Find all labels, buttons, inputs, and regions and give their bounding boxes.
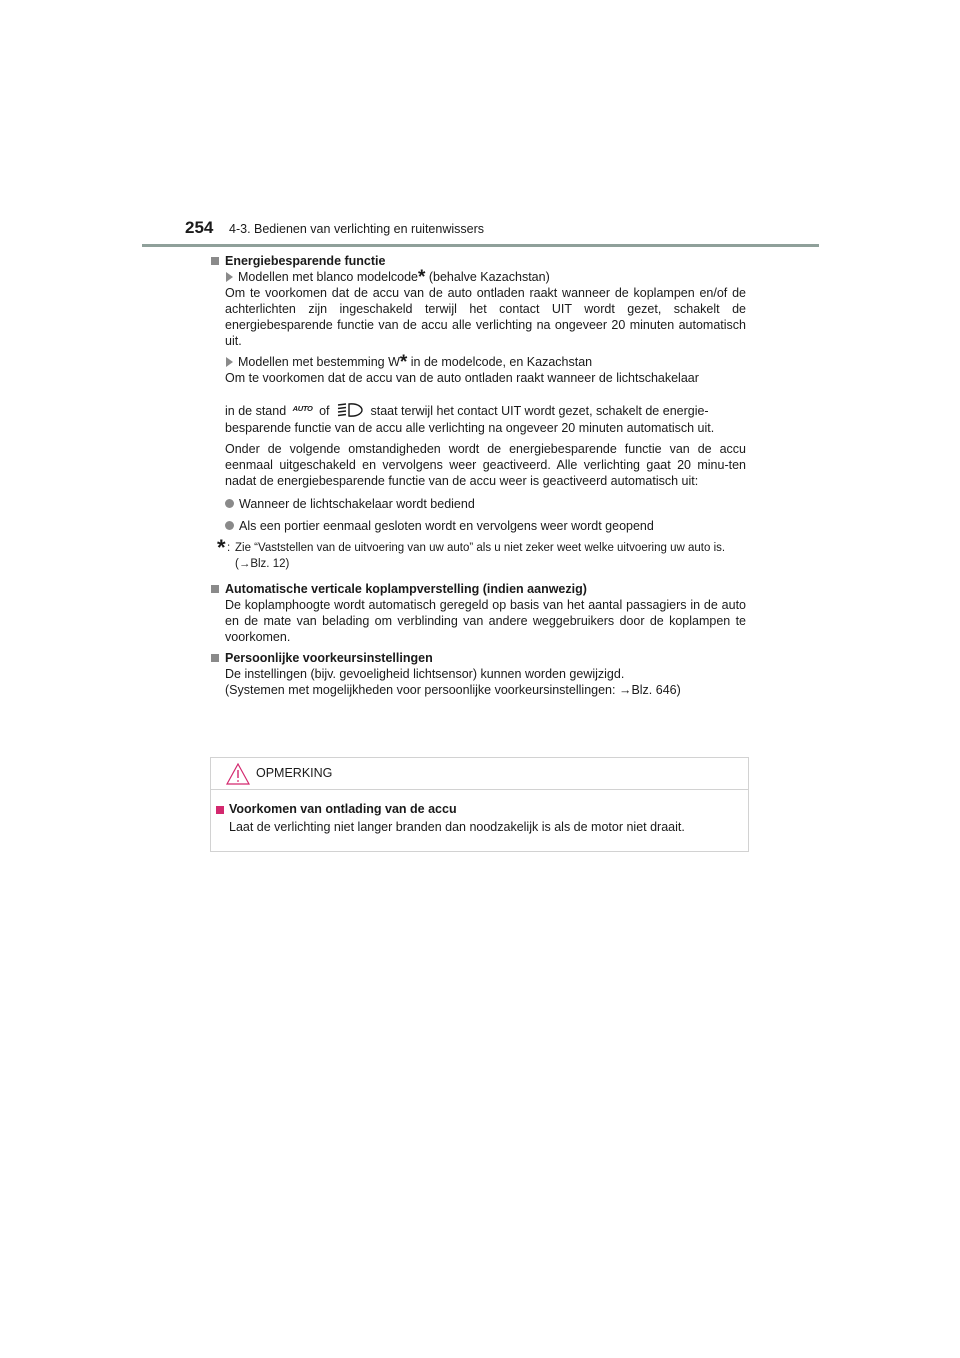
notice-item-title: Voorkomen van ontlading van de accu [229,802,457,816]
variant2-label [211,352,746,373]
circumstances-text: Onder de volgende omstandigheden wordt de energiebesparende functie van de accu eenmaal uitgeschakeld en vervolgens weer geactiveerd. Alle verlichting gaat 20 minu-ten nadat de energiebesparende functie van de accu weer is geactiveerd automatisch uit: [225,442,746,488]
header-rule [142,244,819,247]
text-in-stand: in de stand [225,404,287,418]
auto-symbol-icon: AUTO [292,404,313,413]
bullet-text: Wanneer de lichtschakelaar wordt bediend [239,497,475,511]
text-rest1: staat terwijl het contact UIT wordt gezet, schakelt de energie- [370,404,709,418]
footnote-colon: : [227,542,231,554]
square-bullet-icon [211,257,219,265]
energy-saving-heading [211,253,746,269]
list-item [211,518,746,534]
footnote-star: * [417,267,426,288]
variant2-text-line2 [211,400,746,420]
notice-item-heading [216,802,736,816]
footnote-text: Zie “Vaststellen van de uitvoering van uw auto” als u niet zeker weet welke uitvoering uw auto is. (→Blz. 12) [235,542,726,570]
personal-heading [211,650,746,666]
variant2-label-text: Modellen met bestemming W [238,355,400,369]
variant1-label [211,267,746,288]
page-number: 254 [185,218,214,237]
notice-header [211,758,748,790]
variant1-label-text: Modellen met blanco modelcode [238,270,418,284]
variant2-text-line3: besparende functie van de accu alle verlichting na ongeveer 20 minuten automatisch uit. [225,421,715,435]
personal-line2: (Systemen met mogelijkheden voor persoonlijke voorkeursinstellingen: →Blz. 646) [225,683,681,697]
variant1-text: Om te voorkomen dat de accu van de auto ontladen raakt wanneer de koplampen en/of de achterlichten zijn ingeschakeld terwijl het contact UIT wordt gezet, schakelt de energiebesparende functie van de accu alle verlichting na ongeveer 20 minuten automatisch uit. [225,286,746,348]
variant1-label-suffix: (behalve Kazachstan) [425,270,550,284]
notice-title: OPMERKING [256,766,333,780]
leveling-heading [211,581,746,597]
leveling-text: De koplamphoogte wordt automatisch geregeld op basis van het aantal passagiers in de auto en de mate van belading om verblinding van andere weggebruikers door de koplampen te voorkomen. [225,598,746,644]
round-bullet-icon [225,521,234,530]
triangle-arrow-icon [226,357,233,367]
square-bullet-icon [211,585,219,593]
footnote [211,535,746,572]
variant2-label-suffix: in de modelcode, en Kazachstan [407,355,593,369]
leveling-title: Automatische verticale koplampverstelling (indien aanwezig) [225,582,587,596]
personal-line1: De instellingen (bijv. gevoeligheid lichtsensor) kunnen worden gewijzigd. [225,667,625,681]
round-bullet-icon [225,499,234,508]
notice-box [210,757,749,852]
footnote-star: * [399,352,408,373]
list-item [211,496,746,512]
headlight-icon [337,402,363,418]
energy-saving-title: Energiebesparende functie [225,254,386,268]
personal-title: Persoonlijke voorkeursinstellingen [225,651,433,665]
warning-icon [226,763,250,785]
notice-item-text: Laat de verlichting niet langer branden dan noodzakelijk is als de motor niet draait. [229,820,685,834]
text-of: of [319,404,330,418]
notice-item [216,802,736,834]
square-bullet-icon [211,654,219,662]
variant2-text-line1: Om te voorkomen dat de accu van de auto ontladen raakt wanneer de lichtschakelaar [225,371,699,385]
triangle-arrow-icon [226,272,233,282]
square-bullet-icon [216,806,224,814]
section-title: 4-3. Bedienen van verlichting en ruitenwissers [229,222,484,236]
bullet-text: Als een portier eenmaal gesloten wordt en vervolgens weer wordt geopend [239,519,654,533]
footnote-star-marker: * [217,535,226,560]
main-content [211,253,746,698]
